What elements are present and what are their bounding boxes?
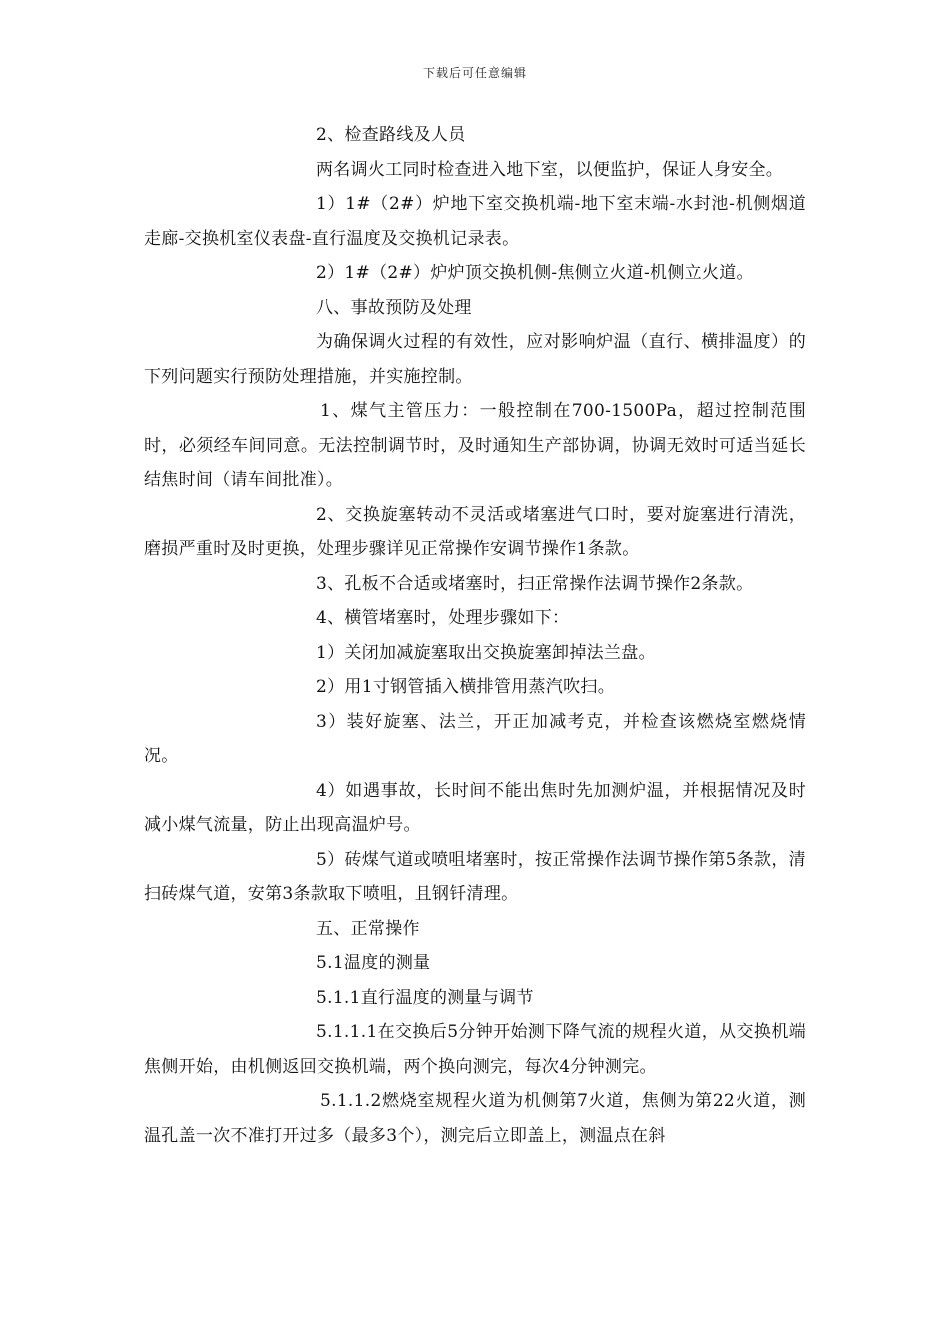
list-item: 2）1#（2#）炉炉顶交换机侧-焦侧立火道-机侧立火道。 [316,263,754,283]
section-heading: 2、检查路线及人员 [316,125,466,145]
list-item: 3）装好旋塞、法兰，开正加减考克，并检查该燃烧室燃烧情况。 [144,711,806,766]
list-item: 3、孔板不合适或堵塞时，扫正常操作法调节操作2条款。 [316,573,754,594]
list-item: 4）如遇事故，长时间不能出焦时先加测炉温，并根据情况及时减小煤气流量，防止出现高温炉号。 [144,780,806,835]
list-item: 2、交换旋塞转动不灵活或堵塞进气口时，要对旋塞进行清洗，磨损严重时及时更换，处理步骤详见正常操作安调节操作1条款。 [144,504,806,559]
paragraph: 为确保调火过程的有效性，应对影响炉温（直行、横排温度）的下列问题实行预防处理措施，并实施控制。 [144,332,806,387]
paragraph: 5.1.1.1在交换后5分钟开始测下降气流的规程火道，从交换机端焦侧开始，由机侧返回交换机端，两个换向测完，每次4分钟测完。 [144,1022,806,1077]
subsection-heading: 5.1.1直行温度的测量与调节 [316,987,534,1008]
list-item: 5）砖煤气道或喷咀堵塞时，按正常操作法调节操作第5条款，清扫砖煤气道，安第3条款取下喷咀，且钢钎清理。 [144,849,806,904]
list-item: 2）用1寸钢管插入横排管用蒸汽吹扫。 [316,677,616,697]
list-item: 1）关闭加减旋塞取出交换旋塞卸掉法兰盘。 [316,642,656,663]
section-heading: 五、正常操作 [316,918,420,939]
paragraph: 5.1.1.2燃烧室规程火道为机侧第7火道，焦侧为第22火道，测温孔盖一次不准打开过多（最多3个），测完后立即盖上，测温点在斜 [144,1091,806,1146]
list-item: 4、横管堵塞时，处理步骤如下： [316,608,570,628]
list-item: 1、煤气主管压力：一般控制在700-1500Pa，超过控制范围时，必须经车间同意。无法控制调节时，及时通知生产部协调，协调无效时可适当延长结焦时间（请车间批准）。 [144,401,806,490]
page-header: 下载后可任意编辑 [422,66,527,80]
list-item: 1）1#（2#）炉地下室交换机端-地下室末端-水封池-机侧烟道走廊-交换机室仪表盘-直行温度及交换机记录表。 [144,194,806,249]
section-heading: 八、事故预防及处理 [316,297,472,318]
paragraph: 两名调火工同时检查进入地下室，以便监护，保证人身安全。 [316,159,784,180]
subsection-heading: 5.1温度的测量 [316,953,431,973]
document-body [144,118,806,1153]
